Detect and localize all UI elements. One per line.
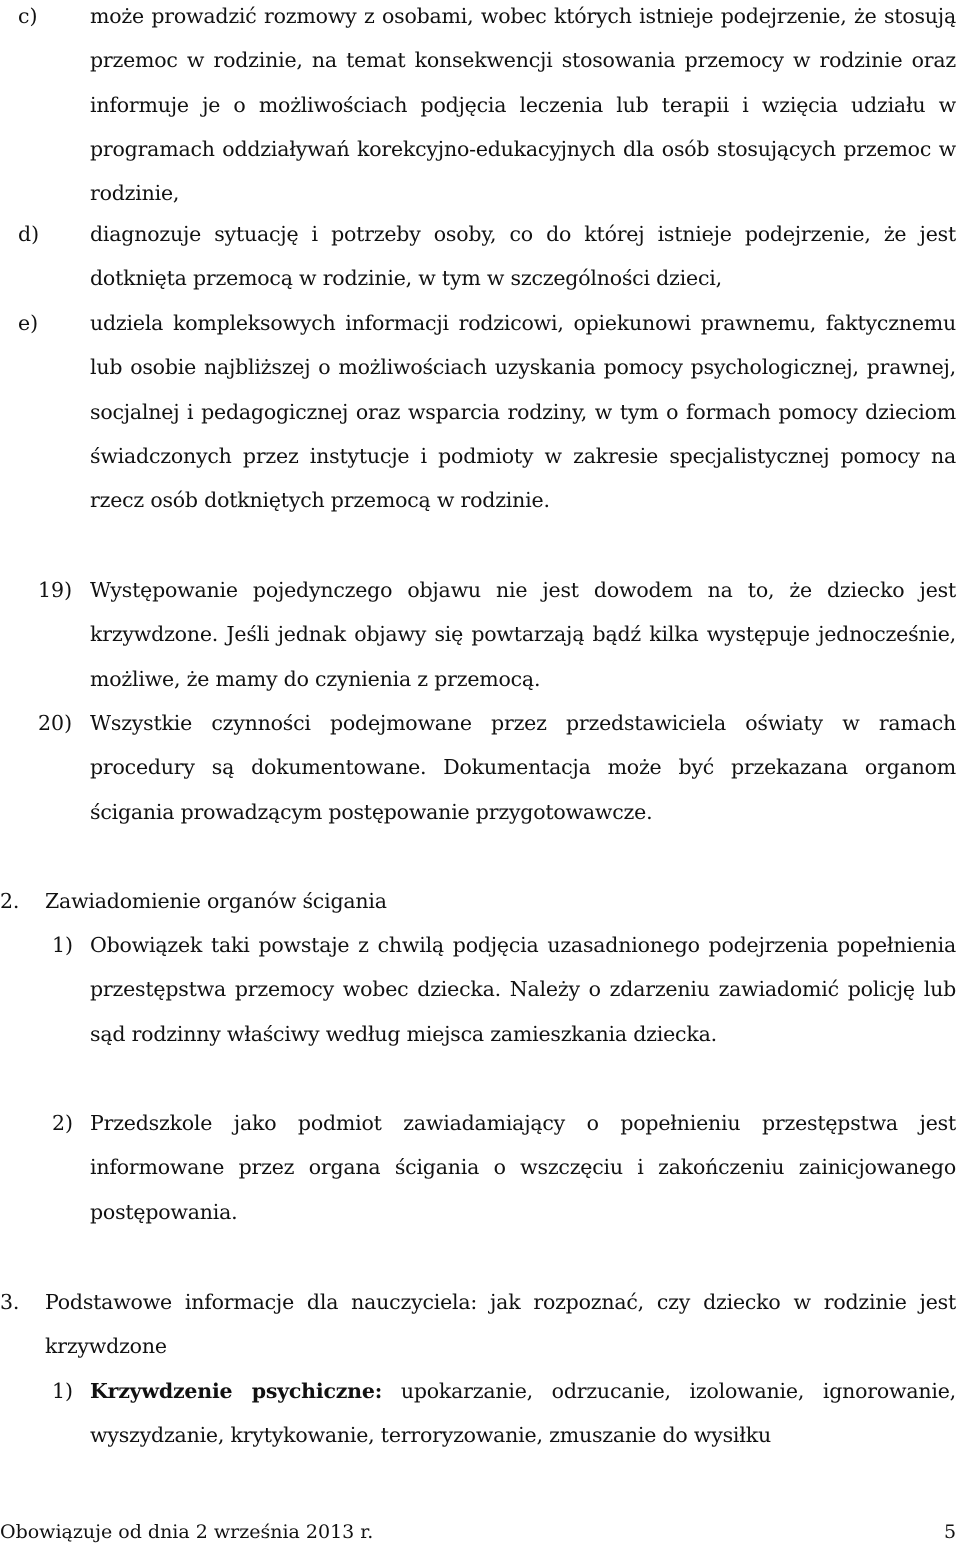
section-2-item-2-text: Przedszkole jako podmiot zawiadamiający o popełnieniu przestępstwa jest informowane przez organa ścigania o wszczęciu i zakończeniu zainicjowanego postępowania. <box>90 1111 956 1224</box>
list-marker-19: 19) <box>38 578 73 602</box>
list-marker-d: d) <box>18 222 40 246</box>
list-item-c-text: może prowadzić rozmowy z osobami, wobec których istnieje podejrzenie, że stosują przemoc w rodzinie, na temat konsekwencji stosowania przemocy w rodzinie oraz informuje je o możliwościach podjęcia leczenia lub terapii i wzięcia udziału w programach oddziaływań korekcyjno-edukacyjnych dla osób stosujących przemoc w rodzinie, <box>90 4 956 206</box>
footer-page-number: 5 <box>944 1521 957 1543</box>
list-item-20 <box>90 701 956 834</box>
section-2-marker-2: 2) <box>52 1111 74 1135</box>
section-2-item-2 <box>90 1101 956 1234</box>
section-2-title: Zawiadomienie organów ścigania <box>45 889 387 913</box>
list-item-20-text: Wszystkie czynności podejmowane przez przedstawiciela oświaty w ramach procedury są dokumentowane. Dokumentacja może być przekazana organom ścigania prowadzącym postępowanie przygotowawcze. <box>90 711 956 824</box>
list-item-e <box>90 301 956 522</box>
section-2-marker-1: 1) <box>52 933 74 957</box>
section-3-item-1 <box>90 1369 956 1458</box>
list-marker-c: c) <box>18 4 38 28</box>
footer-validity-note: Obowiązuje od dnia 2 września 2013 r. <box>0 1521 374 1543</box>
section-3-marker-1: 1) <box>52 1379 74 1403</box>
list-item-19 <box>90 568 956 701</box>
list-item-e-text: udziela kompleksowych informacji rodzicowi, opiekunowi prawnemu, faktycznemu lub osobie najbliższej o możliwościach uzyskania pomocy psychologicznej, prawnej, socjalnej i pedagogicznej oraz wsparcia rodziny, w tym o formach pomocy dzieciom świadczonych przez instytucje i podmioty w zakresie specjalistycznej pomocy na rzecz osób dotkniętych przemocą w rodzinie. <box>90 311 956 513</box>
section-3-item-1-paragraph <box>90 1369 956 1458</box>
list-item-c <box>90 0 956 215</box>
section-3-item-1-text: upokarzanie, odrzucanie, izolowanie, ignorowanie, wyszydzanie, krytykowanie, terroryzowanie, zmuszanie do wysiłku <box>90 1379 956 1448</box>
section-2-number: 2. <box>0 889 20 913</box>
list-item-d-text: diagnozuje sytuację i potrzeby osoby, co do której istnieje podejrzenie, że jest dotknięta przemocą w rodzinie, w tym w szczególności dzieci, <box>90 222 956 291</box>
section-3-title-text: Podstawowe informacje dla nauczyciela: jak rozpoznać, czy dziecko w rodzinie jest krzywdzone <box>45 1290 956 1359</box>
list-item-19-text: Występowanie pojedynczego objawu nie jest dowodem na to, że dziecko jest krzywdzone. Jeśli jednak objawy się powtarzają bądź kilka występuje jednocześnie, możliwe, że mamy do czynienia z przemocą. <box>90 578 956 691</box>
list-item-d <box>90 212 956 301</box>
section-3-item-1-bold: Krzywdzenie psychiczne: <box>90 1379 383 1403</box>
section-2-item-1 <box>90 923 956 1056</box>
section-3-number: 3. <box>0 1290 20 1314</box>
section-2-item-1-text: Obowiązek taki powstaje z chwilą podjęcia uzasadnionego podejrzenia popełnienia przestępstwa przemocy wobec dziecka. Należy o zdarzeniu zawiadomić policję lub sąd rodzinny właściwy według miejsca zamieszkania dziecka. <box>90 933 956 1046</box>
section-3-title <box>45 1280 956 1369</box>
list-marker-20: 20) <box>38 711 73 735</box>
list-marker-e: e) <box>18 311 39 335</box>
